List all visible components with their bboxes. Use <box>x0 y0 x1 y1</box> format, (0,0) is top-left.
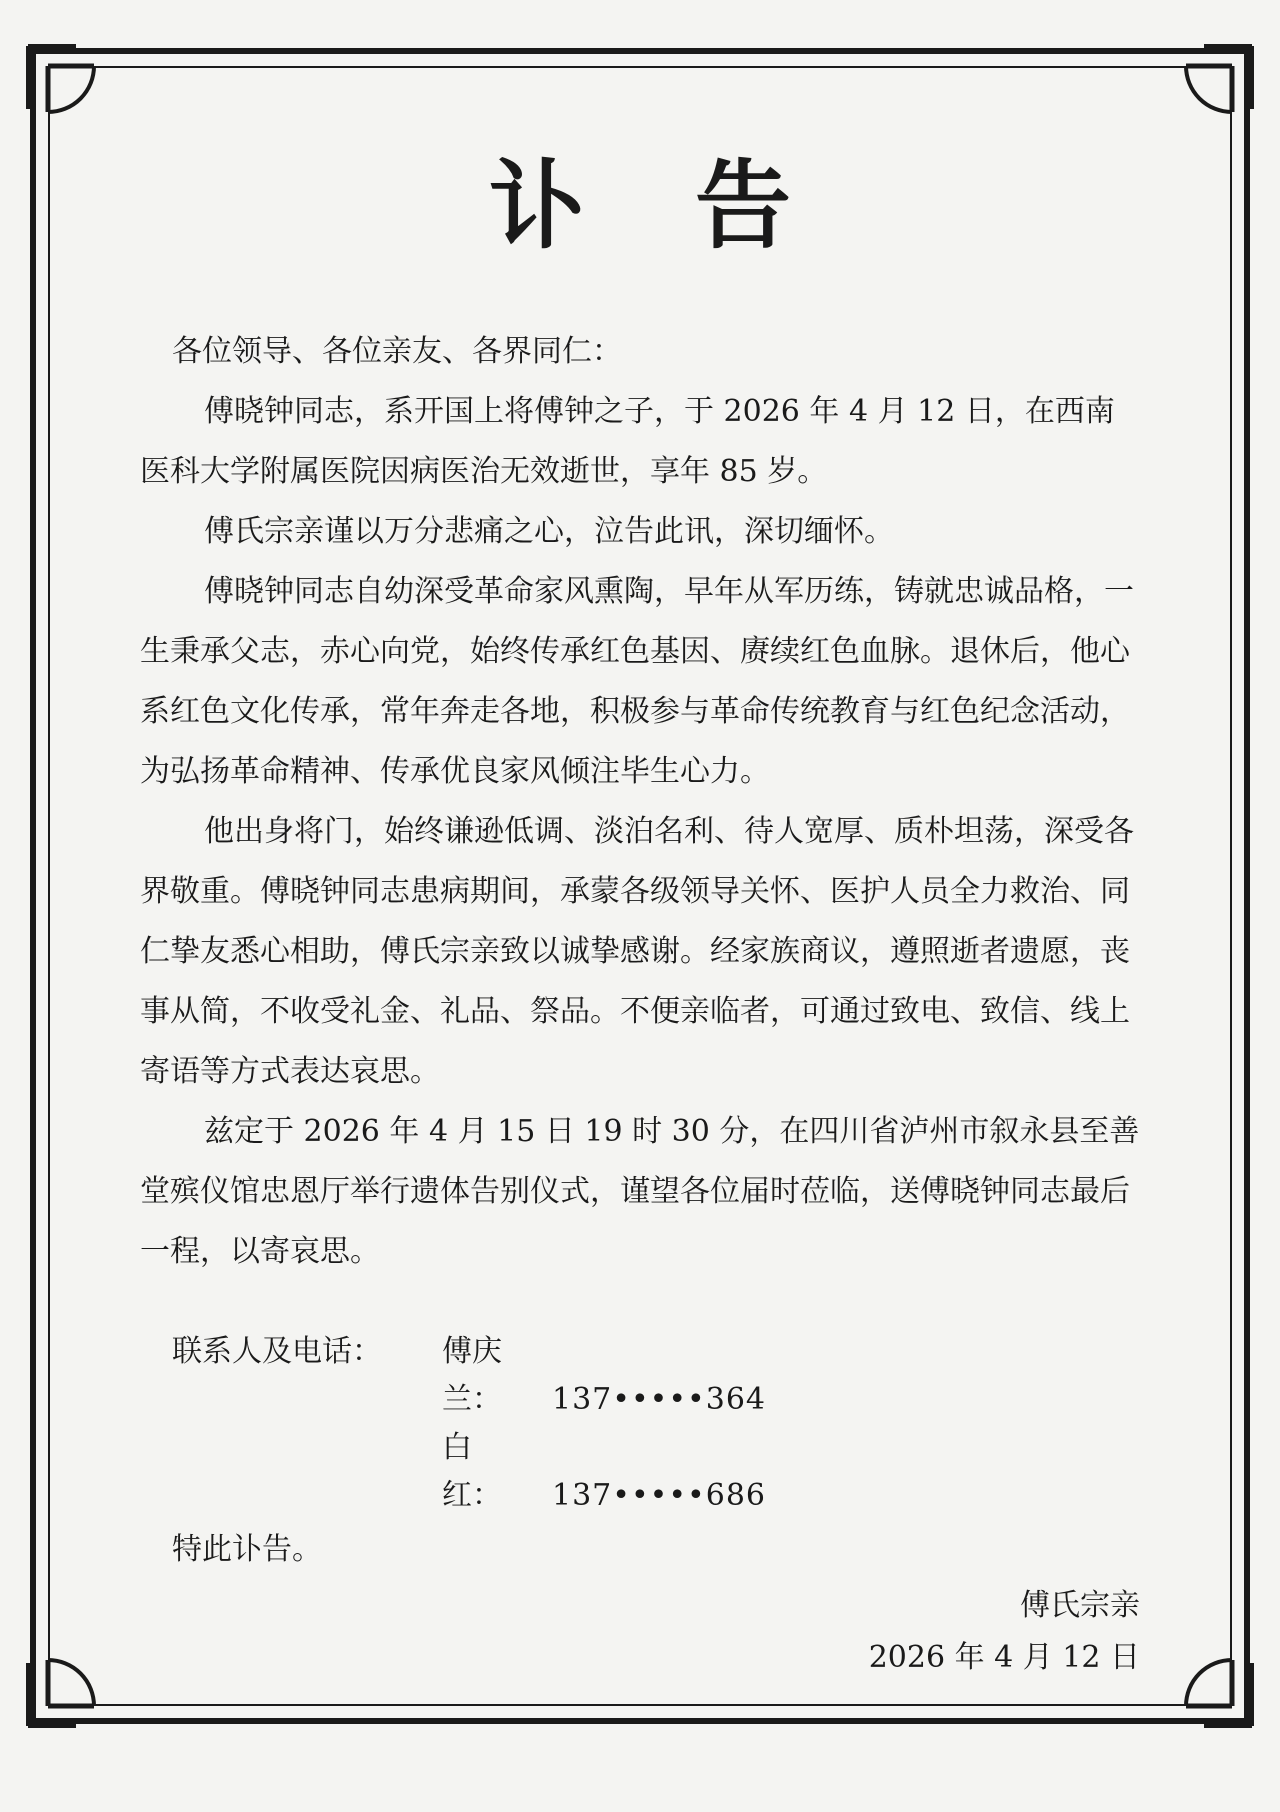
paragraph: 他出身将门，始终谦逊低调、淡泊名利、待人宽厚、质朴坦荡，深受各界敬重。傅晓钟同志患病期间，承蒙各级领导关怀、医护人员全力救治、同仁挚友悉心相助，傅氏宗亲致以诚挚感谢。经家族商议，遵照逝者遗愿，丧事从简，不收受礼金、礼品、祭品。不便亲临者，可通过致电、致信、线上寄语等方式表达哀思。 <box>140 814 1134 1089</box>
document-body <box>140 322 1140 1684</box>
paragraph: 傅氏宗亲谨以万分悲痛之心，泣告此讯，深切缅怀。 <box>204 514 894 549</box>
paragraph: 兹定于 2026 年 4 月 15 日 19 时 30 分，在四川省泸州市叙永县至善堂殡仪馆忠恩厅举行遗体告别仪式，谨望各位届时莅临，送傅晓钟同志最后一程，以寄哀思。 <box>140 1114 1140 1269</box>
corner-ornament-icon <box>26 1658 96 1728</box>
document-title: 讣告 <box>489 149 901 262</box>
paragraph: 傅晓钟同志，系开国上将傅钟之子，于 2026 年 4 月 12 日，在西南医科大学附属医院因病医治无效逝世，享年 85 岁。 <box>140 394 1115 489</box>
contact-phone: 137•••••364 <box>552 1382 766 1417</box>
contact-label: 联系人及电话： <box>172 1334 382 1369</box>
contact-section <box>140 1328 1140 1520</box>
paragraph: 傅晓钟同志自幼深受革命家风熏陶，早年从军历练，铸就忠诚品格，一生秉承父志，赤心向党，始终传承红色基因、赓续红色血脉。退休后，他心系红色文化传承，常年奔走各地，积极参与革命传统教育与红色纪念活动，为弘扬革命精神、传承优良家风倾注毕生心力。 <box>140 574 1134 789</box>
signature-date: 2026 年 4 月 12 日 <box>868 1640 1140 1675</box>
corner-ornament-icon <box>1184 44 1254 114</box>
corner-ornament-icon <box>1184 1658 1254 1728</box>
signature-block <box>140 1580 1140 1684</box>
greeting: 各位领导、各位亲友、各界同仁： <box>172 334 622 369</box>
signature-from: 傅氏宗亲 <box>1020 1588 1140 1623</box>
contact-phone: 137•••••686 <box>552 1478 766 1513</box>
contact-name: 白 红： <box>442 1430 502 1513</box>
corner-ornament-icon <box>26 44 96 114</box>
contact-name: 傅庆兰： <box>442 1334 502 1417</box>
closing-line: 特此讣告。 <box>172 1532 322 1567</box>
